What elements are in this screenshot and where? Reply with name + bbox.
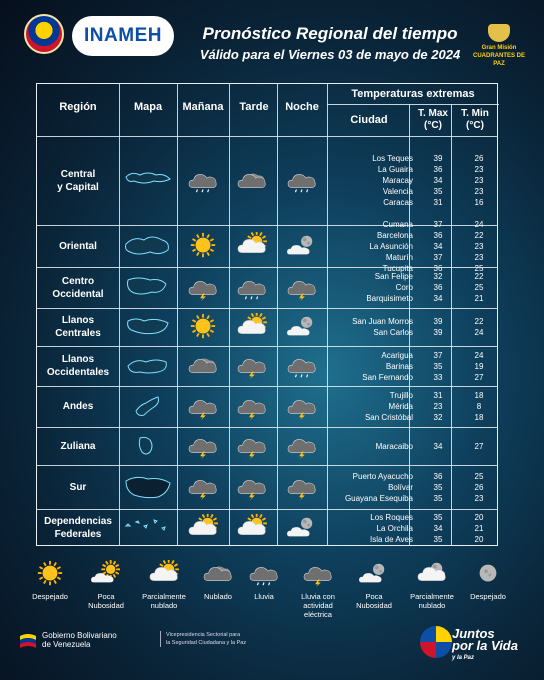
- region-name: Dependencias Federales: [44, 516, 112, 540]
- city-row: [327, 534, 499, 545]
- city-tmin: 22: [474, 230, 484, 240]
- city-row: [327, 282, 499, 293]
- inameh-logo: INAMEH: [72, 16, 174, 56]
- page-subtitle: Válido para el Viernes 03 de mayo de 2024: [199, 47, 461, 62]
- header-morning: Mañana: [182, 101, 224, 113]
- city-tmax: 37: [433, 350, 443, 360]
- lluvia-electrica-icon: [235, 432, 269, 460]
- city-tmax: 39: [433, 154, 443, 163]
- city-tmin: 23: [474, 187, 484, 196]
- city-tmin: 25: [474, 471, 484, 481]
- row-divider: [327, 104, 499, 105]
- cuadrantes-de-paz-logo: Gran Misión CUADRANTES DE PAZ: [470, 24, 528, 64]
- city-row: [327, 471, 499, 482]
- poca-nubosidad-icon: [89, 560, 123, 588]
- region-name: Oriental: [59, 240, 97, 252]
- city-row: [327, 493, 499, 504]
- city-tmin: 20: [474, 534, 484, 544]
- legend-item: [404, 560, 460, 610]
- city-tmin: 24: [474, 328, 484, 337]
- city-list: [327, 136, 499, 225]
- despejado-icon: [33, 560, 67, 588]
- city-tmax: 33: [433, 372, 443, 382]
- lluvia-icon: [285, 352, 319, 380]
- city-tmin: 24: [474, 350, 484, 360]
- lluvia-electrica-icon: [285, 274, 319, 302]
- city-name: Guayana Esequiba: [344, 493, 413, 503]
- city-tmin: 23: [474, 176, 484, 185]
- poca-nubosidad-noche-icon: [285, 514, 319, 542]
- region-name: Andes: [62, 401, 94, 412]
- city-row: [327, 401, 499, 412]
- parcialmente-nublado-icon: [235, 313, 269, 341]
- city-tmax: 34: [433, 176, 443, 185]
- legend-item: [22, 560, 78, 601]
- venezuela-flag-icon: [20, 632, 36, 650]
- lluvia-electrica-icon: [235, 393, 269, 421]
- header-temperatures: Temperaturas extremas: [351, 88, 475, 100]
- city-row: [327, 197, 499, 208]
- region-name: Central y Capital: [57, 168, 99, 193]
- legend-label: Lluvia: [254, 592, 274, 601]
- lluvia-electrica-icon: [235, 352, 269, 380]
- header: [0, 0, 544, 78]
- lluvia-electrica-icon: [186, 473, 220, 501]
- legend-label: Poca Nubosidad: [88, 592, 124, 610]
- city-row: [327, 512, 499, 523]
- lluvia-electrica-icon: [235, 473, 269, 501]
- city-tmax: 34: [433, 523, 443, 533]
- legend-item: [78, 560, 134, 610]
- city-tmax: 37: [433, 252, 443, 262]
- city-tmax: 37: [433, 219, 443, 229]
- city-row: [327, 175, 499, 186]
- city-name: Maturín: [385, 252, 413, 262]
- lluvia-icon: [247, 560, 281, 588]
- city-list: [327, 346, 499, 386]
- city-name: San Juan Morros: [352, 317, 413, 326]
- city-tmax: 31: [433, 391, 443, 400]
- city-tmin: 26: [474, 482, 484, 492]
- city-name: Los Roques: [370, 512, 413, 522]
- region-map-icon: [122, 352, 174, 380]
- region-row: [37, 427, 497, 465]
- city-list: [327, 465, 499, 509]
- city-name: La Asunción: [369, 241, 413, 251]
- region-map-icon: [122, 514, 174, 542]
- city-tmin: 21: [474, 523, 484, 533]
- city-name: Maracaibo: [375, 441, 413, 451]
- parcialmente-nublado-icon: [235, 232, 269, 260]
- city-name: Tucupita: [382, 263, 413, 273]
- city-row: [327, 361, 499, 372]
- city-list: [327, 219, 499, 273]
- city-tmin: 22: [474, 272, 484, 281]
- city-name: Barinas: [385, 361, 413, 371]
- forecast-table: [36, 83, 498, 546]
- city-tmin: 27: [474, 372, 484, 382]
- poca-nubosidad-noche-icon: [285, 313, 319, 341]
- city-tmax: 39: [433, 328, 443, 337]
- region-row: [37, 308, 497, 346]
- despejado-icon: [186, 232, 220, 260]
- city-tmax: 36: [433, 165, 443, 174]
- city-tmax: 35: [433, 482, 443, 492]
- city-tmax: 36: [433, 471, 443, 481]
- city-name: Mérida: [388, 402, 413, 411]
- region-row: [37, 267, 497, 308]
- gov-line-2: de Venezuela: [42, 640, 91, 649]
- city-tmax: 35: [433, 512, 443, 522]
- region-map: [121, 346, 175, 386]
- slogan-line-2: por la Vida: [452, 638, 518, 653]
- city-tmax: 35: [433, 534, 443, 544]
- region-map: [121, 136, 175, 225]
- region-map-icon: [122, 473, 174, 501]
- city-tmin: 23: [474, 252, 484, 262]
- city-tmin: 23: [474, 165, 484, 174]
- city-name: San Cristóbal: [364, 413, 413, 422]
- nublado-icon: [201, 560, 235, 588]
- region-map-icon: [122, 232, 174, 260]
- city-row: [327, 293, 499, 304]
- city-tmin: 18: [474, 391, 484, 400]
- page-title: Pronóstico Regional del tiempo: [202, 24, 458, 43]
- city-row: [327, 412, 499, 423]
- lluvia-electrica-icon: [285, 432, 319, 460]
- city-row: [327, 219, 499, 230]
- city-row: [327, 164, 499, 175]
- juntos-por-la-vida-logo: [452, 628, 522, 664]
- region-map: [121, 267, 175, 308]
- footer: [0, 622, 544, 680]
- legend-item: [136, 560, 192, 610]
- region-name: Llanos Centrales: [55, 315, 101, 339]
- city-list: [327, 509, 499, 547]
- legend-label: Nublado: [204, 592, 232, 601]
- nublado-icon: [235, 167, 269, 195]
- legend-label: Parcialmente nublado: [142, 592, 186, 610]
- legend-label: Poca Nubosidad: [356, 592, 392, 610]
- city-name: Barcelona: [376, 230, 413, 240]
- region-row: [37, 465, 497, 509]
- city-name: San Carlos: [373, 328, 413, 337]
- header-map: Mapa: [133, 101, 163, 113]
- city-row: [327, 230, 499, 241]
- city-row: [327, 390, 499, 401]
- vicepresidencia-text: [160, 631, 246, 647]
- city-name: Bolívar: [388, 482, 413, 492]
- lluvia-icon: [186, 167, 220, 195]
- city-name: Cumana: [382, 219, 413, 229]
- city-list: [327, 427, 499, 465]
- city-tmax: 35: [433, 493, 443, 503]
- lluvia-icon: [285, 167, 319, 195]
- region-map-icon: [122, 432, 174, 460]
- city-list: [327, 386, 499, 427]
- city-tmax: 34: [433, 294, 443, 303]
- header-region: Región: [59, 101, 97, 113]
- city-tmax: 35: [433, 361, 443, 371]
- legend-label: Despejado: [470, 592, 506, 601]
- poca-nubosidad-noche-icon: [285, 232, 319, 260]
- city-row: [327, 372, 499, 383]
- legend-label: Parcialmente nublado: [410, 592, 454, 610]
- region-name: Zuliana: [60, 440, 96, 452]
- region-name: Llanos Occidentales: [46, 354, 110, 378]
- city-tmin: 20: [474, 512, 484, 522]
- city-tmin: 25: [474, 283, 484, 292]
- city-tmax: 36: [433, 263, 443, 273]
- city-tmin: 22: [474, 317, 484, 326]
- city-row: [327, 186, 499, 197]
- region-row: [37, 219, 497, 273]
- legend-item: [236, 560, 292, 601]
- vice-line-1: Vicepresidencia Sectorial para: [166, 632, 241, 638]
- city-tmin: 19: [474, 361, 484, 371]
- city-row: [327, 523, 499, 534]
- lluvia-electrica-icon: [186, 274, 220, 302]
- region-row: [37, 346, 497, 386]
- region-map-icon: [122, 274, 174, 302]
- slogan-line-3: y la Paz: [452, 655, 475, 661]
- lluvia-electrica-icon: [301, 560, 335, 588]
- city-list: [327, 267, 499, 308]
- region-map-icon: [122, 313, 174, 341]
- city-tmin: 8: [476, 402, 482, 411]
- despejado-icon: [186, 313, 220, 341]
- region-map-icon: [122, 393, 174, 421]
- city-list: [327, 308, 499, 346]
- despejado-noche-icon: [471, 560, 505, 588]
- header-tmax: T. Max (°C): [417, 108, 448, 131]
- city-row: [327, 153, 499, 164]
- city-tmax: 32: [433, 413, 443, 422]
- city-row: [327, 350, 499, 361]
- city-tmax: 39: [433, 317, 443, 326]
- city-row: [327, 441, 499, 452]
- city-name: Maracay: [382, 176, 413, 185]
- region-row: [37, 136, 497, 225]
- lluvia-electrica-icon: [186, 432, 220, 460]
- city-tmin: 23: [474, 493, 484, 503]
- venezuela-coat-of-arms-logo: [24, 14, 64, 54]
- city-tmax: 34: [433, 441, 443, 451]
- city-tmin: 24: [474, 219, 484, 229]
- city-row: [327, 252, 499, 263]
- lluvia-electrica-icon: [285, 473, 319, 501]
- legend-item: [460, 560, 516, 601]
- city-name: San Felipe: [374, 272, 413, 281]
- region-map: [121, 386, 175, 427]
- header-tmin: T. Min (°C): [461, 108, 489, 131]
- legend-item: [346, 560, 402, 610]
- region-map: [121, 225, 175, 267]
- city-name: Puerto Ayacucho: [352, 471, 413, 481]
- region-map-icon: [122, 167, 174, 195]
- city-tmax: 36: [433, 283, 443, 292]
- nublado-icon: [186, 352, 220, 380]
- parcialmente-nublado-noche-icon: [415, 560, 449, 588]
- city-name: Trujillo: [389, 391, 413, 400]
- city-tmax: 34: [433, 241, 443, 251]
- city-tmax: 31: [433, 198, 443, 207]
- region-map: [121, 308, 175, 346]
- city-tmin: 27: [474, 441, 484, 451]
- region-name: Sur: [69, 481, 87, 493]
- city-name: La Guaira: [377, 165, 413, 174]
- city-name: La Orchila: [376, 523, 413, 533]
- legend-item: [290, 560, 346, 619]
- city-tmin: 21: [474, 294, 484, 303]
- city-tmin: 25: [474, 263, 484, 273]
- city-tmin: 26: [474, 154, 484, 163]
- city-row: [327, 316, 499, 327]
- city-row: [327, 271, 499, 282]
- header-afternoon: Tarde: [239, 101, 269, 113]
- region-map: [121, 465, 175, 509]
- city-tmax: 36: [433, 230, 443, 240]
- city-tmax: 35: [433, 187, 443, 196]
- city-name: Valencia: [382, 187, 413, 196]
- header-city: Ciudad: [350, 114, 388, 126]
- region-name: Centro Occidental: [52, 275, 104, 300]
- lluvia-electrica-icon: [186, 393, 220, 421]
- city-tmax: 23: [433, 402, 443, 411]
- city-row: [327, 327, 499, 338]
- lluvia-electrica-icon: [285, 393, 319, 421]
- parcialmente-nublado-icon: [186, 514, 220, 542]
- city-row: [327, 241, 499, 252]
- poca-nubosidad-noche-icon: [357, 560, 391, 588]
- city-name: Isla de Aves: [370, 534, 413, 544]
- city-name: San Fernando: [362, 372, 413, 382]
- region-map: [121, 427, 175, 465]
- city-tmin: 16: [474, 198, 484, 207]
- city-tmin: 23: [474, 241, 484, 251]
- region-row: [37, 386, 497, 427]
- region-row: [37, 509, 497, 547]
- city-name: Coro: [395, 283, 413, 292]
- header-night: Noche: [285, 101, 319, 113]
- city-row: [327, 482, 499, 493]
- city-name: Los Teques: [372, 154, 413, 163]
- lluvia-icon: [235, 274, 269, 302]
- legend-label: Despejado: [32, 592, 68, 601]
- city-tmin: 18: [474, 413, 484, 422]
- vice-line-2: la Seguridad Ciudadana y la Paz: [166, 640, 247, 646]
- city-name: Acarigua: [381, 350, 413, 360]
- parcialmente-nublado-icon: [235, 514, 269, 542]
- gov-line-1: Gobierno Bolivariano: [42, 631, 117, 640]
- parcialmente-nublado-icon: [147, 560, 181, 588]
- city-name: Caracas: [383, 198, 413, 207]
- juntos-logo-globe-icon: [420, 626, 452, 658]
- city-tmax: 32: [433, 272, 443, 281]
- legend-label: Lluvia con actividad eléctrica: [301, 592, 335, 619]
- city-name: Barquisimeto: [366, 294, 413, 303]
- slogan-line-1: Juntos: [452, 626, 495, 641]
- region-map: [121, 509, 175, 547]
